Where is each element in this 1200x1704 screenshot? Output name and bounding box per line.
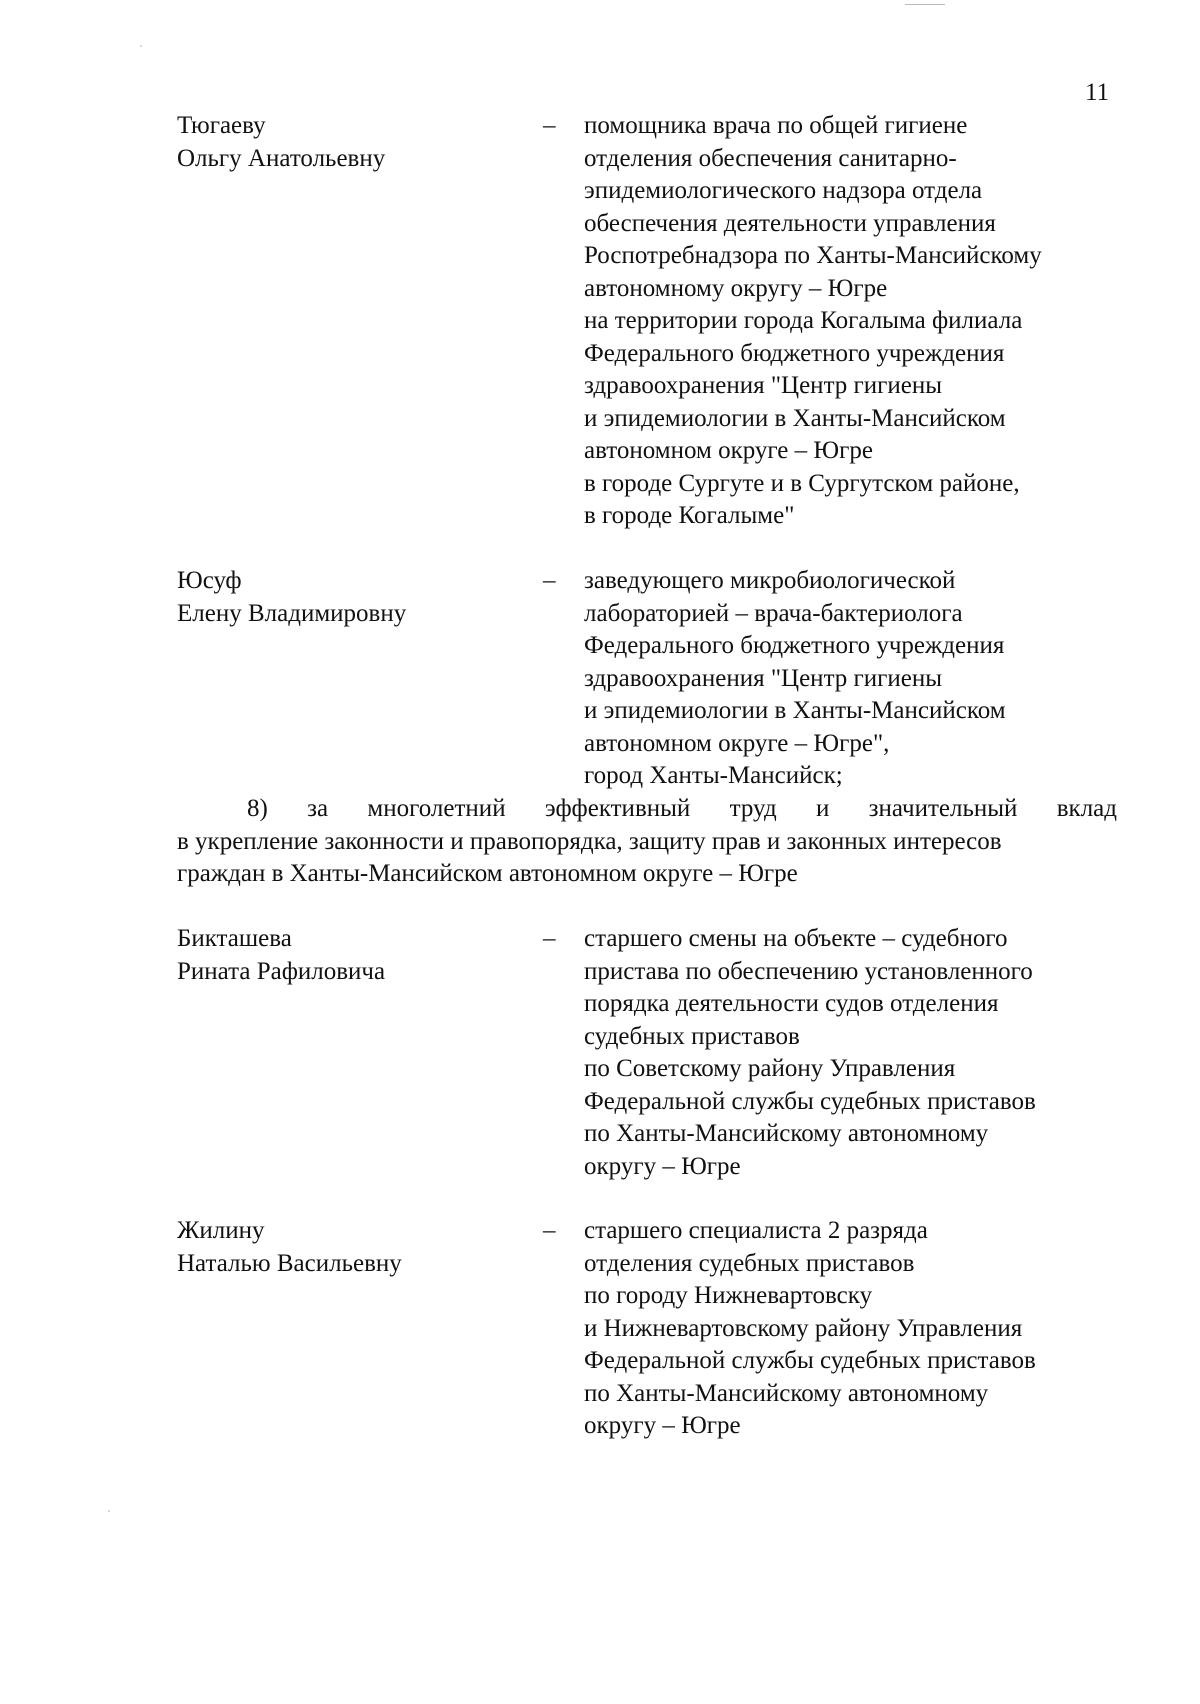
scan-artifact [905, 4, 945, 5]
position-line: и эпидемиологии в Ханты-Мансийском [584, 697, 1006, 724]
person-surname: Тюгаеву [177, 112, 266, 139]
position-line: по городу Нижневартовску [584, 1282, 873, 1309]
position-line: автономному округу – Югре [584, 274, 888, 302]
person-position [584, 1215, 1124, 1443]
position-line: помощника врача по общей гигиене [584, 112, 968, 139]
person-position [584, 923, 1124, 1183]
position-line: Федеральной службы судебных приставов [584, 1087, 1036, 1115]
position-line: по Ханты-Мансийскому автономному [584, 1120, 989, 1147]
position-line: на территории города Когалыма филиала [584, 307, 1023, 334]
scan-speck [108, 1510, 110, 1512]
position-line: в городе Сургуте и в Сургутском районе, [584, 469, 1020, 497]
position-line: Роспотребнадзора по Ханты-Мансийскому [584, 242, 1042, 269]
dash-separator: – [543, 567, 556, 594]
person-given-names: Ольгу Анатольевну [177, 144, 386, 172]
position-line: отделения обеспечения санитарно- [584, 144, 957, 172]
position-line: Федерального бюджетного учреждения [584, 632, 1005, 659]
dash-separator: – [543, 1217, 556, 1244]
position-line: порядка деятельности судов отделения [584, 990, 999, 1017]
position-line: здравоохранения "Центр гигиены [584, 372, 943, 399]
position-line: по Советскому району Управления [584, 1055, 956, 1082]
position-line: заведующего микробиологической [584, 567, 956, 594]
person-position [584, 565, 1124, 793]
position-line: автономном округе – Югре [584, 437, 873, 464]
scan-speck [140, 45, 142, 47]
dash-separator: – [543, 925, 556, 952]
dash-separator: – [543, 112, 556, 139]
position-line: и Нижневартовскому району Управления [584, 1314, 1023, 1342]
person-position [584, 110, 1124, 533]
position-line: старшего специалиста 2 разряда [584, 1217, 928, 1244]
award-category-paragraph [177, 793, 1117, 891]
position-line: Федерального бюджетного учреждения [584, 339, 1005, 367]
position-line: автономном округе – Югре", [584, 729, 890, 757]
person-name [177, 565, 507, 630]
position-line: старшего смены на объекте – судебного [584, 925, 1008, 952]
position-line: лабораторией – врача-бактериолога [584, 599, 963, 627]
person-given-names: Рината Рафиловича [177, 957, 386, 985]
person-name [177, 110, 507, 175]
position-line: округу – Югре [584, 1152, 741, 1180]
position-line: отделения судебных приставов [584, 1249, 915, 1277]
position-line: Федеральной службы судебных приставов [584, 1347, 1036, 1374]
position-line: в городе Когалыме" [584, 502, 795, 529]
position-line: пристава по обеспечению установленного [584, 957, 1033, 985]
person-given-names: Елену Владимировну [177, 599, 407, 627]
person-name [177, 1215, 507, 1280]
position-line: по Ханты-Мансийскому автономному [584, 1379, 989, 1407]
person-surname: Юсуф [177, 567, 242, 594]
position-line: город Ханты-Мансийск; [584, 762, 843, 789]
position-line: судебных приставов [584, 1022, 800, 1050]
position-line: здравоохранения "Центр гигиены [584, 664, 943, 692]
paragraph-line: граждан в Ханты-Мансийском автономном округе – Югре [177, 860, 798, 887]
position-line: эпидемиологического надзора отдела [584, 177, 983, 204]
person-name [177, 923, 507, 988]
person-surname: Бикташева [177, 925, 292, 952]
position-line: округу – Югре [584, 1412, 741, 1439]
position-line: и эпидемиологии в Ханты-Мансийском [584, 404, 1006, 432]
page-number: 11 [1085, 79, 1110, 106]
person-surname: Жилину [177, 1217, 265, 1244]
position-line: обеспечения деятельности управления [584, 209, 996, 237]
paragraph-first-line: 8) за многолетний эффективный труд и значительный вклад [247, 795, 1117, 822]
paragraph-line: в укрепление законности и правопорядка, защиту прав и законных интересов [177, 827, 1002, 855]
person-given-names: Наталью Васильевну [177, 1249, 402, 1277]
